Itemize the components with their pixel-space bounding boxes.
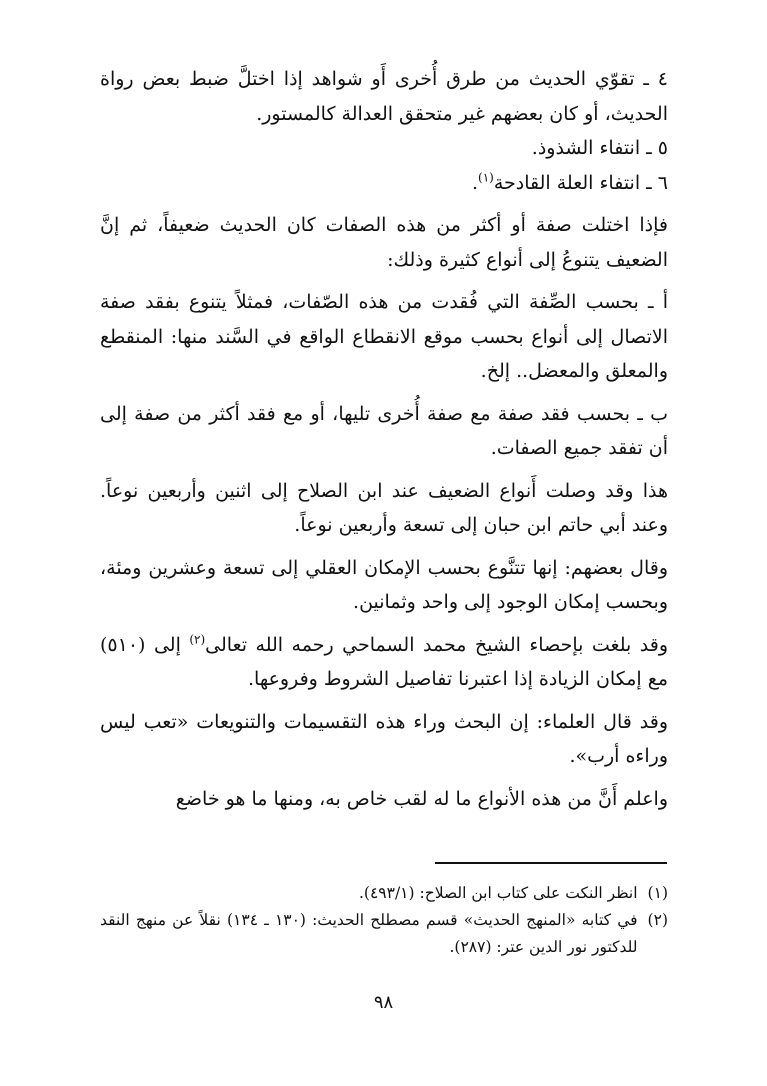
main-text	[100, 62, 668, 816]
paragraph-samahi: وقد بلغت بإحصاء الشيخ محمد السماحي رحمه الله تعالى$^{(٢)}$ إلى (٥١٠) مع إمكان الزيادة إذا اعتبرنا تفاصيل الشروط وفروعها.	[100, 632, 668, 690]
page-number: ٩٨	[373, 992, 394, 1013]
paragraph-ibn-salah: هذا وقد وصلت أَنواع الضعيف عند ابن الصلاح إلى اثنين وأربعين نوعاً. وعند أبي حاتم ابن حبان إلى تسعة وأربعين نوعاً.	[100, 479, 668, 536]
footnote-1	[100, 880, 668, 907]
footnote-text: في كتابه «المنهج الحديث» قسم مصطلح الحديث: (١٣٠ ـ ١٣٤) نقلاً عن منهج النقد للدكتور نور الدين عتر: (٢٨٧).	[100, 911, 638, 956]
footnote-ref-2[interactable]: (٢)	[189, 632, 206, 647]
list-item-4: ٤ ـ تقوّي الحديث من طرق أُخرى أَو شواهد إذا اختلَّ ضبط بعض رواة الحديث، أو كان بعضهم غير متحقق العدالة كالمستور.	[100, 68, 668, 125]
footnote-number: (٢)	[647, 911, 668, 929]
paragraph-know: واعلم أَنَّ من هذه الأنواع ما له لقب خاص به، ومنها ما هو خاضع	[175, 787, 668, 810]
footnote-2	[100, 907, 668, 961]
paragraph-ba: ب ـ بحسب فقد صفة مع صفة أُخرى تليها، أو مع فقد أكثر من صفة إلى أن تفقد جميع الصفات.	[100, 402, 668, 459]
footnote-divider	[435, 862, 667, 864]
footnotes	[100, 880, 668, 961]
paragraph-intro-weak: فإذا اختلت صفة أو أكثر من هذه الصفات كان الحديث ضعيفاً، ثم إنَّ الضعيف يتنوعُ إلى أنواع كثيرة وذلك:	[100, 214, 668, 271]
footnote-number: (١)	[647, 884, 668, 902]
paragraph-alef: أ ـ بحسب الصِّفة التي فُقدت من هذه الصّفات، فمثلاً يتنوع بفقد صفة الاتصال إلى أنواع بحسب موقع الانقطاع الواقع في السَّند منها: المنقطع والمعلق والمعضل.. إلخ.	[100, 291, 668, 382]
paragraph-scholars: وقد قال العلماء: إن البحث وراء هذه التقسيمات والتنويعات «تعب ليس وراءه أرب».	[100, 710, 668, 767]
paragraph-some-said: وقال بعضهم: إنها تتنَّوع بحسب الإمكان العقلي إلى تسعة وعشرين ومئة، وبحسب إمكان الوجود إلى واحد وثمانين.	[100, 556, 668, 613]
list-item-5: ٥ ـ انتفاء الشذوذ.	[531, 137, 668, 159]
footnote-text: انظر النكت على كتاب ابن الصلاح: (٤٩٣/١).	[359, 884, 638, 902]
footnote-ref-1[interactable]: (١)	[478, 170, 494, 185]
list-item-6: ٦ ـ انتفاء العلة القادحة$^{(١)}$.	[471, 170, 668, 194]
